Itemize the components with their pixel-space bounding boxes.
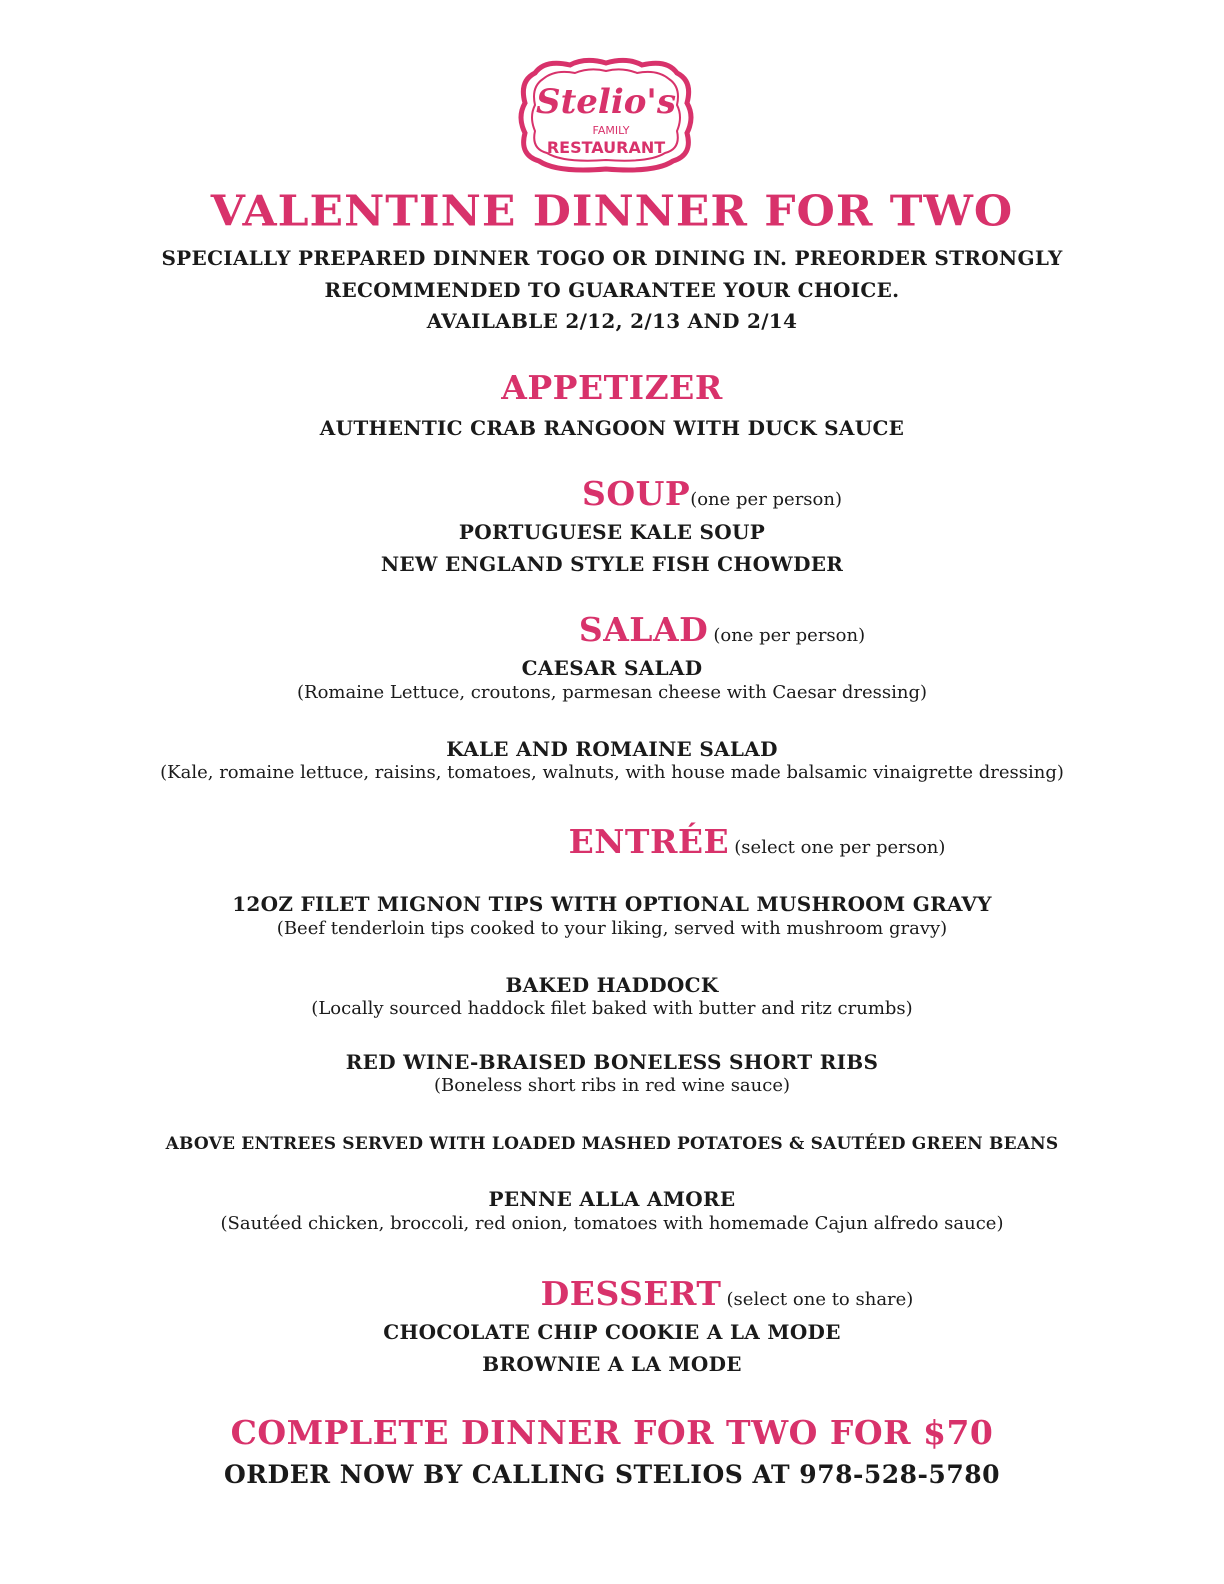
restaurant-logo	[515, 55, 697, 175]
appetizer-heading: APPETIZER	[501, 368, 723, 407]
soup-note: (one per person)	[690, 489, 842, 510]
entree-item-desc: (Locally sourced haddock filet baked with butter and ritz crumbs)	[311, 998, 913, 1019]
dessert-note: (select one to share)	[726, 1289, 914, 1310]
soup-heading: SOUP	[582, 474, 691, 513]
soup-item: NEW ENGLAND STYLE FISH CHOWDER	[380, 552, 844, 576]
entree-item-name: BAKED HADDOCK	[505, 973, 719, 997]
dessert-heading-row	[0, 1274, 1224, 1313]
appetizer-item: AUTHENTIC CRAB RANGOON WITH DUCK SAUCE	[319, 416, 905, 440]
entree-note: (select one per person)	[734, 837, 946, 858]
logo-restaurant: RESTAURANT	[546, 138, 666, 157]
logo-script: Stelio's	[536, 82, 676, 122]
dessert-heading: DESSERT	[540, 1274, 722, 1313]
entree-item-desc: (Beef tenderloin tips cooked to your liking, served with mushroom gravy)	[276, 918, 948, 939]
dessert-item: CHOCOLATE CHIP COOKIE A LA MODE	[383, 1320, 841, 1344]
dessert-item: BROWNIE A LA MODE	[482, 1352, 742, 1376]
logo-family: FAMILY	[592, 124, 630, 137]
salad-heading-row	[0, 610, 1224, 649]
entree-item-name: 12OZ FILET MIGNON TIPS WITH OPTIONAL MUSHROOM GRAVY	[232, 892, 992, 916]
soup-item: PORTUGUESE KALE SOUP	[458, 520, 766, 544]
entree-sides-note: ABOVE ENTREES SERVED WITH LOADED MASHED POTATOES & SAUTÉED GREEN BEANS	[165, 1134, 1059, 1154]
intro-line-1: SPECIALLY PREPARED DINNER TOGO OR DINING IN. PREORDER STRONGLY	[161, 246, 1063, 270]
entree-item-desc: (Boneless short ribs in red wine sauce)	[433, 1075, 791, 1096]
salad-item-desc: (Kale, romaine lettuce, raisins, tomatoes, walnuts, with house made balsamic vinaigrette dressing)	[160, 762, 1064, 783]
entree-heading: ENTRÉE	[568, 822, 730, 861]
salad-item-desc: (Romaine Lettuce, croutons, parmesan cheese with Caesar dressing)	[297, 682, 927, 703]
page-title: VALENTINE DINNER FOR TWO	[210, 187, 1014, 236]
salad-item-name: CAESAR SALAD	[521, 656, 703, 680]
salad-item-name: KALE AND ROMAINE SALAD	[446, 737, 778, 761]
availability: AVAILABLE 2/12, 2/13 AND 2/14	[426, 309, 798, 333]
order-call: ORDER NOW BY CALLING STELIOS AT 978-528-5780	[223, 1460, 1001, 1489]
entree-item-desc: (Sautéed chicken, broccoli, red onion, tomatoes with homemade Cajun alfredo sauce)	[220, 1213, 1004, 1234]
entree-item-name: PENNE ALLA AMORE	[488, 1187, 736, 1211]
salad-note: (one per person)	[713, 625, 866, 646]
entree-item-name: RED WINE-BRAISED BONELESS SHORT RIBS	[345, 1050, 879, 1074]
entree-heading-row	[0, 822, 1224, 861]
salad-heading: SALAD	[578, 610, 709, 649]
price-banner: COMPLETE DINNER FOR TWO FOR $70	[230, 1413, 994, 1452]
soup-heading-row	[0, 474, 1224, 513]
intro-line-2: RECOMMENDED TO GUARANTEE YOUR CHOICE.	[324, 278, 900, 302]
